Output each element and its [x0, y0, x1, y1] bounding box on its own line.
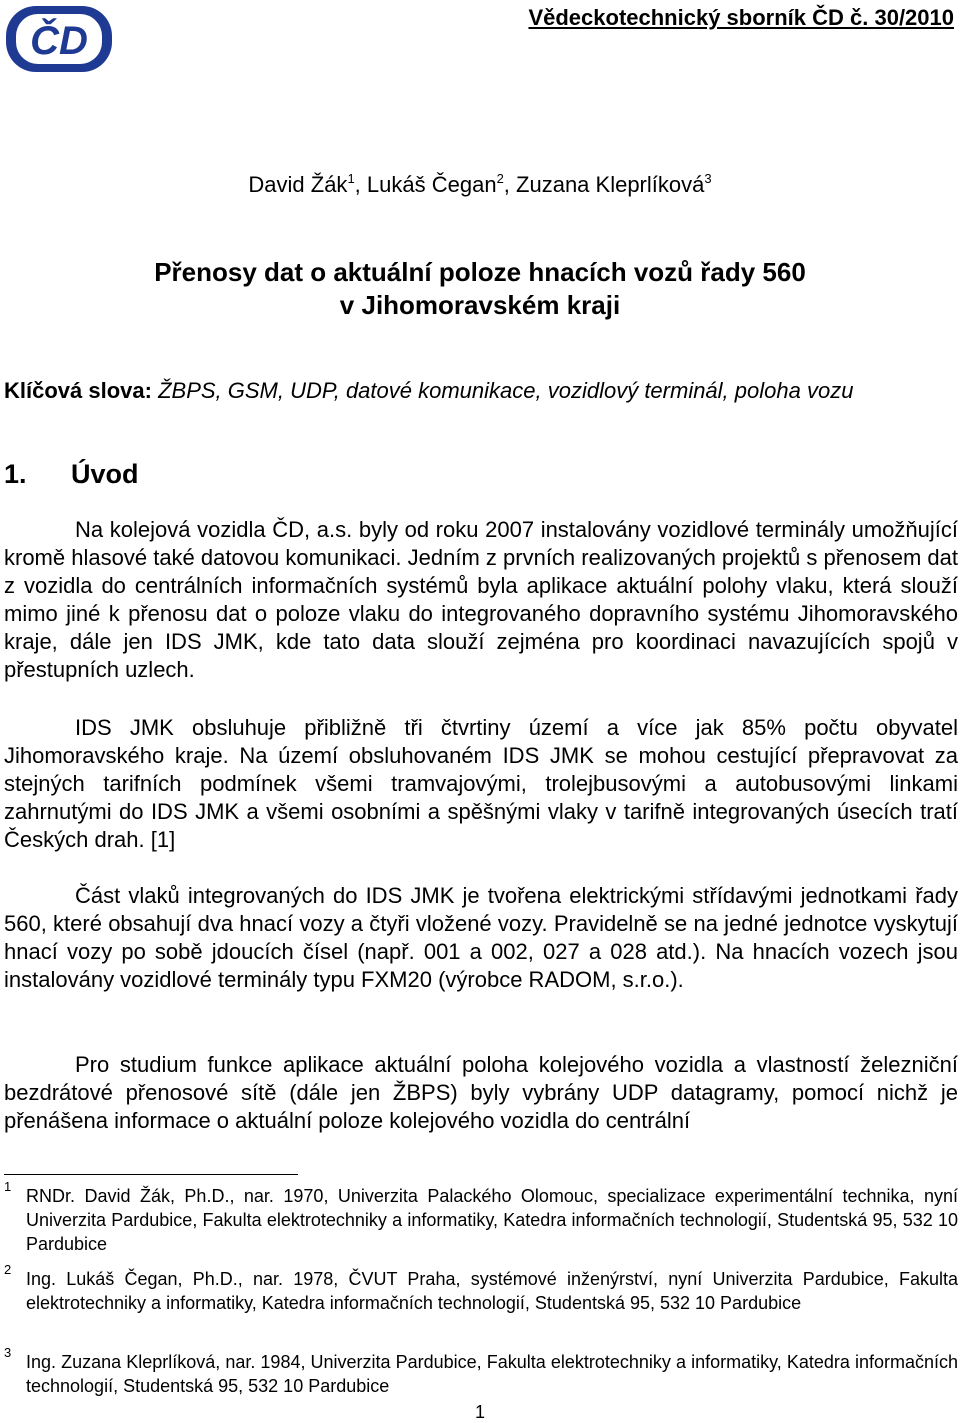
- keywords-label: Klíčová slova:: [4, 378, 152, 403]
- logo-lettering: ČD: [30, 19, 88, 63]
- footnote-text: RNDr. David Žák, Ph.D., nar. 1970, Univerzita Palackého Olomouc, specializace experimentální technika, nyní Univerzita Pardubice, Fakulta elektrotechniky a informatiky, Katedra informačních technologií, Studentská 95, 532 10 Pardubice: [26, 1186, 958, 1254]
- paper-title-line: Přenosy dat o aktuální poloze hnacích vozů řady 560: [154, 257, 806, 287]
- journal-header: Vědeckotechnický sborník ČD č. 30/2010: [528, 5, 954, 30]
- body-paragraph: [4, 1051, 958, 1135]
- paragraph-text: Část vlaků integrovaných do IDS JMK je tvořena elektrickými střídavými jednotkami řady 560, které obsahují dva hnací vozy a čtyři vložené vozy. Pravidelně se na jedné jednotce vyskytují hnací vozy po sobě jdoucích čísel (např. 001 a 002, 027 a 028 atd.). Na hnacích vozech jsou instalovány vozidlové terminály typu FXM20 (výrobce RADOM, s.r.o.).: [4, 883, 958, 993]
- keywords: [4, 377, 956, 405]
- footnote-number: 2: [4, 1262, 12, 1277]
- body-paragraph: [4, 516, 958, 685]
- section-heading: [4, 458, 139, 490]
- paragraph-text: IDS JMK obsluhuje přibližně tři čtvrtiny území a více jak 85% počtu obyvatel Jihomoravského kraje. Na území obsluhovaném IDS JMK se mohou cestující přepravovat za stejných tarifních podmínek všemi tramvajovými, trolejbusovými a autobusovými linkami zahrnutými do IDS JMK a všemi osobními a spěšnými vlaky v tarifně integrovaných úsecích tratí Českých drah. [1]: [4, 715, 958, 853]
- keywords-value: ŽBPS, GSM, UDP, datové komunikace, vozidlový terminál, poloha vozu: [158, 378, 854, 403]
- author-separator: ,: [503, 172, 517, 197]
- paper-title: [0, 256, 960, 322]
- author-affiliation-ref: 1: [347, 171, 355, 186]
- author-name: Zuzana Kleprlíková: [516, 172, 705, 197]
- footnote-separator: [4, 1174, 298, 1175]
- cd-logo: [4, 2, 114, 76]
- author-list: [0, 170, 960, 200]
- footnote-text: Ing. Lukáš Čegan, Ph.D., nar. 1978, ČVUT Praha, systémové inženýrství, nyní Univerzita Pardubice, Fakulta elektrotechniky a informatiky, Katedra informačních technologií, Studentská 95, 532 10 Pardubice: [26, 1269, 958, 1313]
- author-name: David Žák: [248, 172, 348, 197]
- body-paragraph: [4, 882, 958, 994]
- footnote: [0, 1262, 960, 1315]
- body-paragraph: [4, 714, 958, 854]
- author-affiliation-ref: 3: [704, 171, 712, 186]
- footnote-number: 1: [4, 1179, 12, 1194]
- section-title: Úvod: [71, 459, 139, 489]
- cd-logo-graphic: [4, 2, 114, 76]
- footnote-number: 3: [4, 1345, 12, 1360]
- footnote: [0, 1179, 960, 1256]
- footnote-text: Ing. Zuzana Kleprlíková, nar. 1984, Univerzita Pardubice, Fakulta elektrotechniky a informatiky, Katedra informačních technologií, Studentská 95, 532 10 Pardubice: [26, 1352, 958, 1396]
- paragraph-text: Pro studium funkce aplikace aktuální poloha kolejového vozidla a vlastností železniční bezdrátové přenosové sítě (dále jen ŽBPS) byly vybrány UDP datagramy, pomocí nichž je přenášena informace o aktuální poloze kolejového vozidla do centrální: [4, 1052, 958, 1134]
- footnote: [0, 1345, 960, 1398]
- page-number: 1: [474, 1402, 485, 1422]
- author-separator: ,: [354, 172, 367, 197]
- author-name: Lukáš Čegan: [366, 172, 497, 197]
- section-number: 1.: [4, 459, 27, 489]
- paper-title-line: v Jihomoravském kraji: [339, 290, 621, 320]
- paragraph-text: Na kolejová vozidla ČD, a.s. byly od roku 2007 instalovány vozidlové terminály umožňující kromě hlasové také datovou komunikaci. Jedním z prvních realizovaných projektů s přenosem dat z vozidla do centrálních informačních systémů byla aplikace aktuální polohy vlaku, která slouží mimo jiné k přenosu dat o poloze vlaku do integrovaného dopravního systému Jihomoravského kraje, dále jen IDS JMK, kde tato data slouží zejména pro koordinaci navazujících spojů v přestupních uzlech.: [4, 517, 958, 683]
- author-affiliation-ref: 2: [496, 171, 504, 186]
